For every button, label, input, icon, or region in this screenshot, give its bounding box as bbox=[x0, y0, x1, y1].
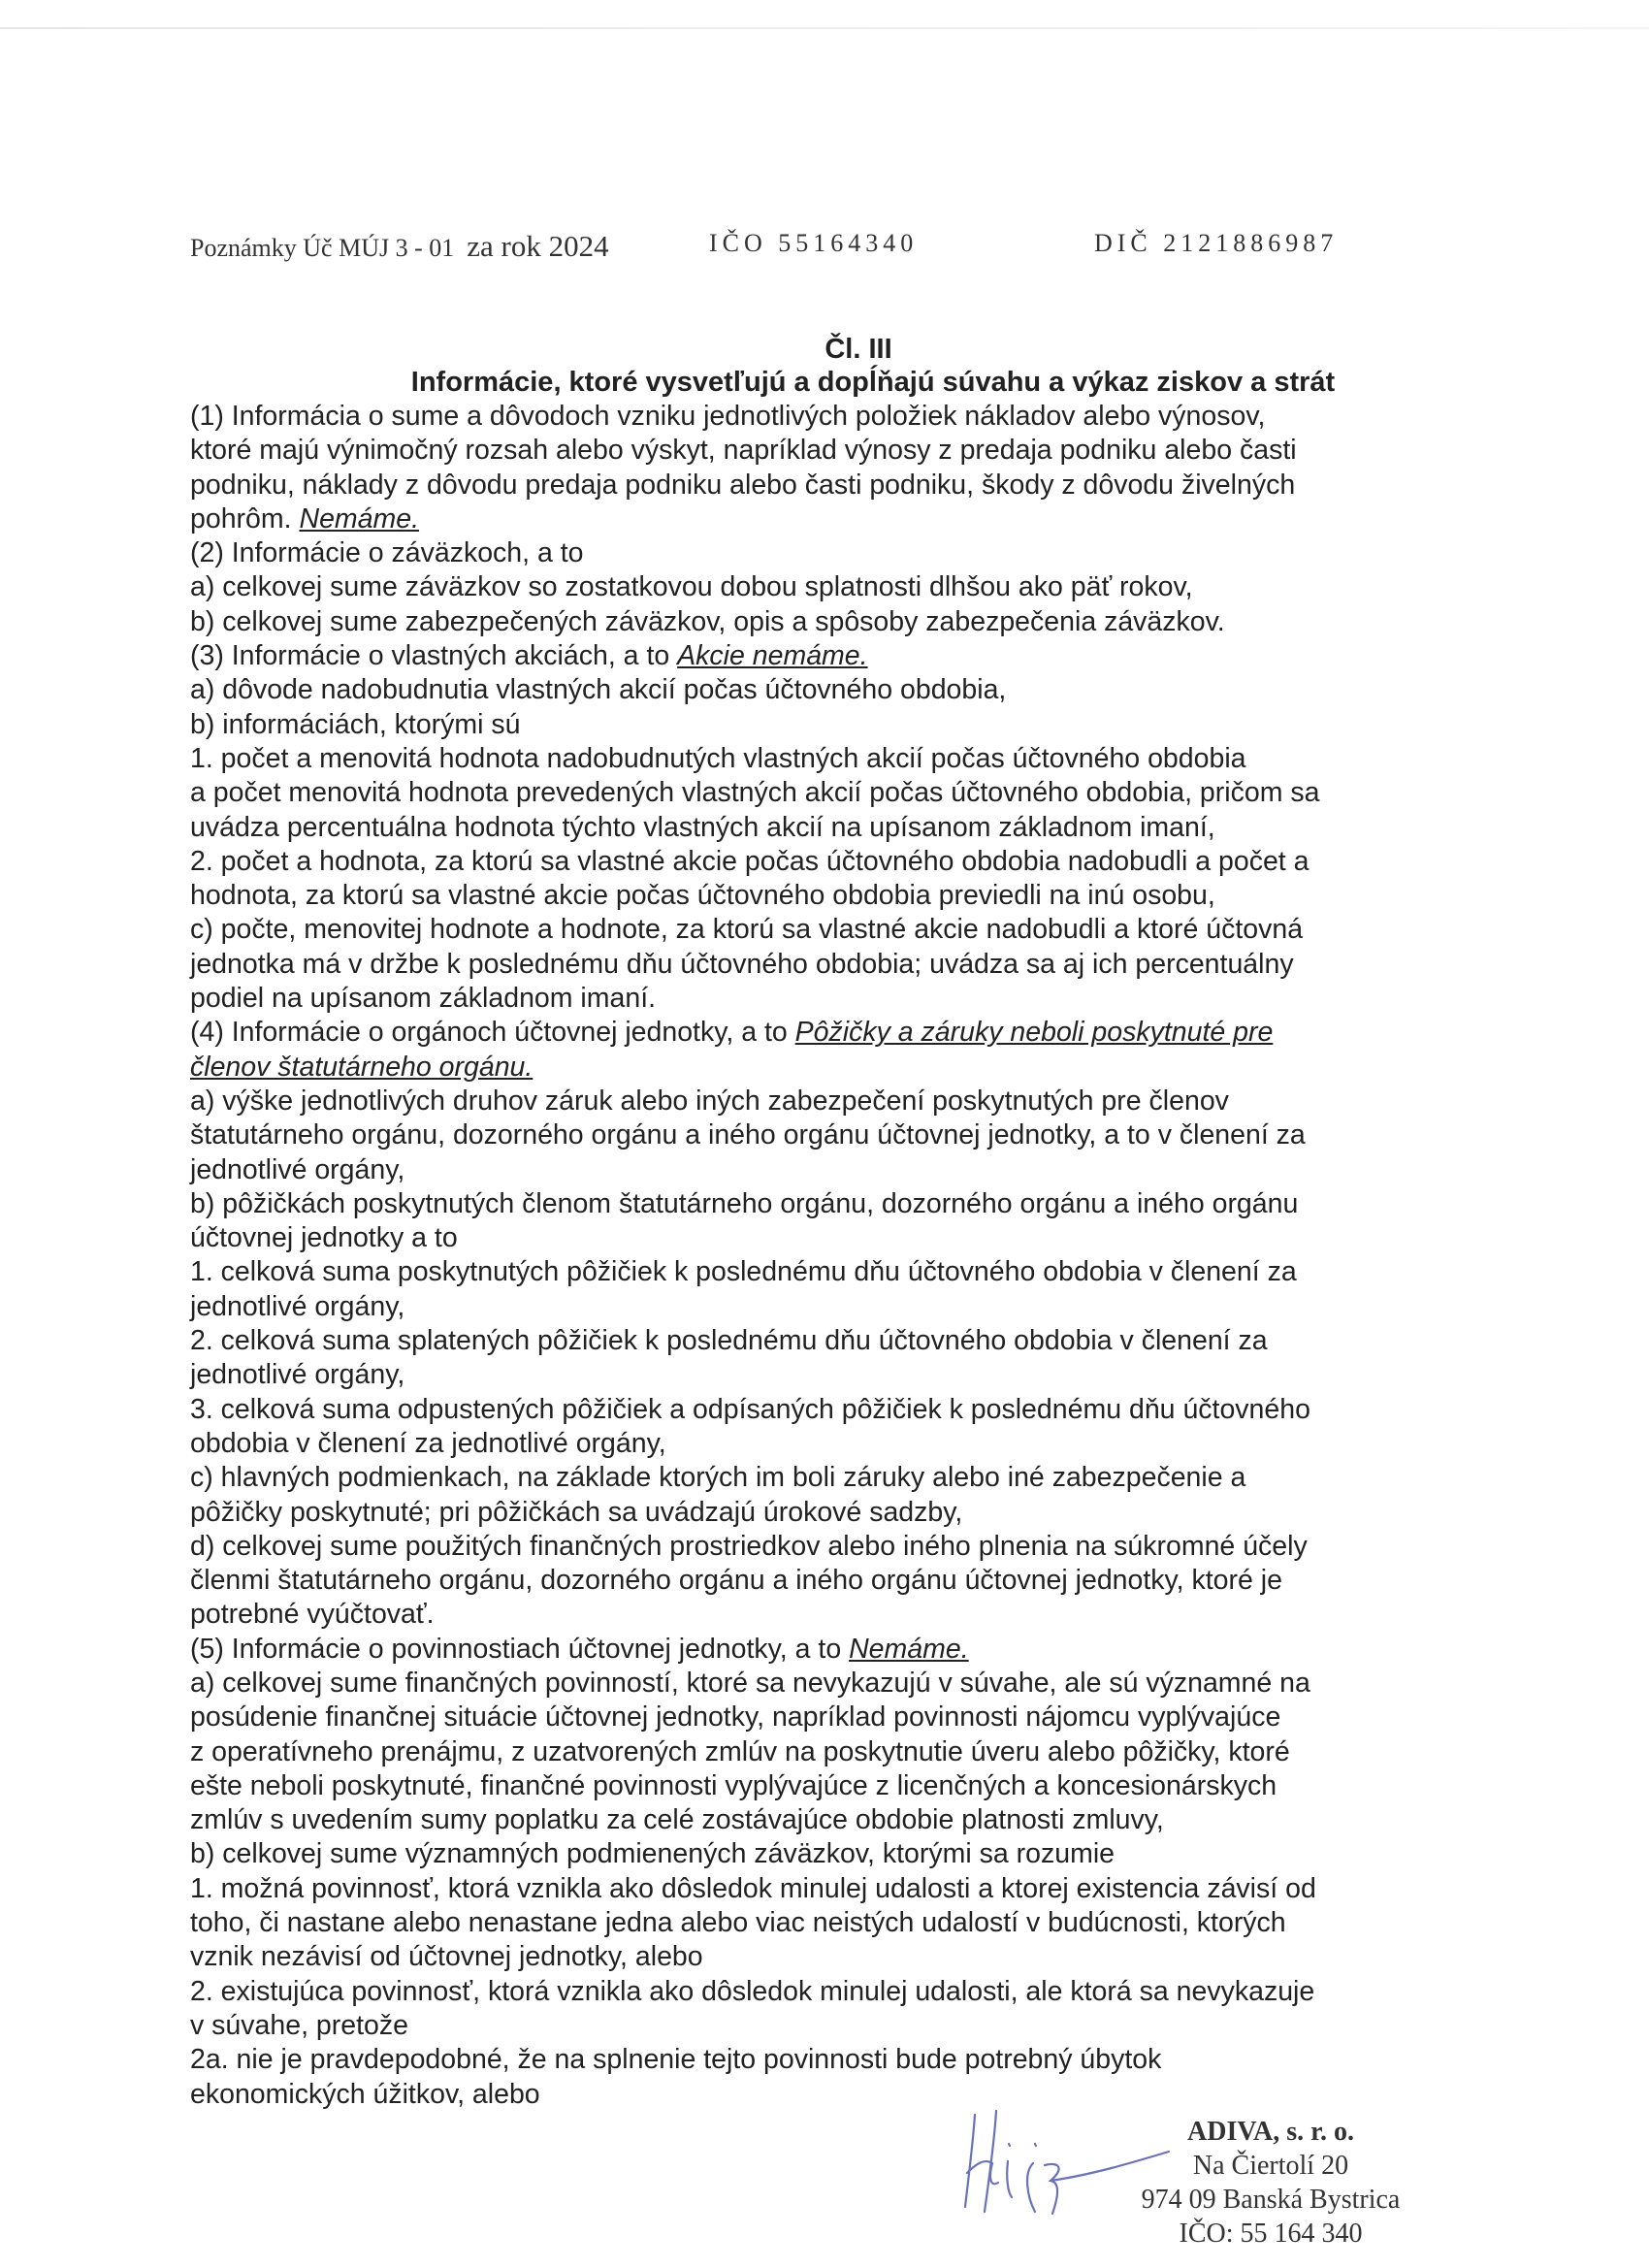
company-city: 974 09 Banská Bystrica bbox=[1141, 2185, 1401, 2215]
line-text: podniku, náklady z dôvodu predaja podniku alebo časti podniku, škody z dôvodu živelných bbox=[190, 469, 1296, 501]
header-note bbox=[190, 229, 609, 264]
line-text: (1) Informácia o sume a dôvodoch vzniku jednotlivých položiek nákladov alebo výnosov, bbox=[190, 401, 1266, 432]
text-line bbox=[190, 948, 1548, 982]
line-text: posúdenie finančnej situácie účtovnej jednotky, napríklad povinnosti nájomcu vyplývajúce bbox=[190, 1701, 1281, 1733]
text-line bbox=[190, 1016, 1548, 1050]
text-line bbox=[190, 1496, 1548, 1530]
text-line bbox=[190, 708, 1548, 742]
line-text: ekonomických úžitkov, alebo bbox=[190, 2078, 540, 2110]
text-line bbox=[190, 1153, 1548, 1187]
line-text: a) dôvode nadobudnutia vlastných akcií počas účtovného obdobia, bbox=[190, 674, 1007, 706]
line-text: a) celkovej sume záväzkov so zostatkovou dobou splatnosti dlhšou ako päť rokov, bbox=[190, 571, 1193, 603]
line-text: 3. celková suma odpustených pôžičiek a odpísaných pôžičiek k poslednému dňu účtovného bbox=[190, 1393, 1310, 1425]
header-dic: DIČ 2121886987 bbox=[1094, 229, 1339, 257]
text-line bbox=[190, 673, 1548, 707]
section-heading: Informácie, ktoré vysvetľujú a dopĺňajú súvahu a výkaz ziskov a strát bbox=[410, 367, 1336, 398]
text-line bbox=[190, 536, 1548, 570]
text-line bbox=[190, 469, 1548, 502]
line-text: jednotka má v držbe k poslednému dňu účtovného obdobia; uvádza sa aj ich percentuálny bbox=[190, 948, 1294, 980]
text-line bbox=[190, 1187, 1548, 1221]
line-text: štatutárneho orgánu, dozorného orgánu a iného orgánu účtovnej jednotky, a to v členení za bbox=[190, 1119, 1306, 1151]
text-line bbox=[190, 879, 1548, 913]
line-text: 2. počet a hodnota, za ktorú sa vlastné akcie počas účtovného obdobia nadobudli a počet a bbox=[190, 845, 1310, 877]
text-line bbox=[190, 1769, 1548, 1803]
line-text: c) počte, menovitej hodnote a hodnote, za ktorú sa vlastné akcie nadobudli a ktoré účtovná bbox=[190, 914, 1304, 946]
scan-edge bbox=[0, 27, 1649, 29]
text-line bbox=[190, 1427, 1548, 1461]
text-line bbox=[190, 845, 1548, 879]
text-line bbox=[190, 1530, 1548, 1564]
line-text: 1. počet a menovitá hodnota nadobudnutých vlastných akcií počas účtovného obdobia bbox=[190, 742, 1246, 774]
text-line bbox=[190, 913, 1548, 947]
line-text: jednotlivé orgány, bbox=[190, 1359, 405, 1391]
text-line bbox=[190, 1393, 1548, 1427]
line-text: b) pôžičkách poskytnutých členom štatutárneho orgánu, dozorného orgánu a iného orgánu bbox=[190, 1187, 1299, 1219]
text-line bbox=[190, 811, 1548, 845]
company-street: Na Čiertolí 20 bbox=[1192, 2151, 1349, 2181]
line-text: obdobia v členení za jednotlivé orgány, bbox=[190, 1427, 666, 1459]
header-year: za rok 2024 bbox=[467, 229, 609, 263]
text-line bbox=[190, 1564, 1548, 1598]
line-text: ktoré majú výnimočný rozsah alebo výskyt, napríklad výnosy z predaja podniku alebo časti bbox=[190, 435, 1297, 467]
text-line bbox=[190, 639, 1548, 673]
text-line bbox=[190, 1221, 1548, 1255]
header-ico: IČO 55164340 bbox=[709, 229, 919, 257]
text-line bbox=[190, 1803, 1548, 1837]
text-line bbox=[190, 400, 1548, 434]
text-line bbox=[190, 1633, 1548, 1667]
text-line bbox=[190, 2078, 1548, 2112]
text-line bbox=[190, 1975, 1548, 2009]
line-text: uvádza percentuálna hodnota týchto vlastných akcií na upísanom základnom imaní, bbox=[190, 811, 1215, 843]
text-line bbox=[190, 1872, 1548, 1906]
text-line bbox=[190, 1085, 1548, 1118]
line-text: hodnota, za ktorú sa vlastné akcie počas účtovného obdobia previedli na inú osobu, bbox=[190, 880, 1215, 912]
line-text: (5) Informácie o povinnostiach účtovnej jednotky, a to bbox=[190, 1633, 850, 1665]
underlined-remark: Nemáme. bbox=[849, 1633, 969, 1665]
text-line bbox=[190, 1051, 1548, 1085]
line-text: 2. existujúca povinnosť, ktorá vznikla ako dôsledok minulej udalosti, ale ktorá sa nevykazuje bbox=[190, 1975, 1315, 2007]
text-line bbox=[190, 1837, 1548, 1871]
line-text: vznik nezávisí od účtovnej jednotky, alebo bbox=[190, 1941, 703, 1973]
line-text: pohrôm. bbox=[190, 502, 300, 535]
line-text: (2) Informácie o záväzkoch, a to bbox=[190, 537, 584, 569]
underlined-remark: Pôžičky a záruky neboli poskytnuté pre bbox=[794, 1017, 1274, 1049]
line-text: c) hlavných podmienkach, na základe ktorých im boli záruky alebo iné zabezpečenie a bbox=[190, 1462, 1246, 1494]
text-line bbox=[190, 2043, 1548, 2077]
line-text: (4) Informácie o orgánoch účtovnej jednotky, a to bbox=[190, 1017, 795, 1049]
line-text: b) celkovej sume zabezpečených záväzkov, opis a spôsoby zabezpečenia záväzkov. bbox=[190, 605, 1225, 637]
text-line bbox=[190, 1358, 1548, 1392]
line-text: (3) Informácie o vlastných akciách, a to bbox=[190, 640, 678, 672]
line-text: a) výške jednotlivých druhov záruk alebo iných zabezpečení poskytnutých pre členov bbox=[190, 1085, 1229, 1117]
text-line bbox=[190, 742, 1548, 776]
line-text: 2. celková suma splatených pôžičiek k poslednému dňu účtovného obdobia v členení za bbox=[190, 1325, 1268, 1357]
line-text: 1. možná povinnosť, ktorá vznikla ako dôsledok minulej udalosti a ktorej existencia závisí od bbox=[190, 1872, 1316, 1904]
text-line bbox=[190, 1940, 1548, 1974]
line-text: ešte neboli poskytnuté, finančné povinnosti vyplývajúce z licenčných a koncesionárskych bbox=[190, 1769, 1277, 1801]
text-line bbox=[190, 1735, 1548, 1769]
text-line bbox=[190, 1324, 1548, 1358]
text-line bbox=[190, 570, 1548, 604]
line-text: jednotlivé orgány, bbox=[190, 1153, 405, 1185]
line-text: b) informáciách, ktorými sú bbox=[190, 708, 521, 740]
text-line bbox=[190, 1906, 1548, 1940]
text-line bbox=[190, 1290, 1548, 1324]
underlined-remark: Nemáme. bbox=[299, 502, 420, 535]
company-name: ADIVA, s. r. o. bbox=[1187, 2117, 1354, 2147]
line-text: b) celkovej sume významných podmienených záväzkov, ktorými sa rozumie bbox=[190, 1838, 1116, 1870]
line-text: v súvahe, pretože bbox=[190, 2009, 408, 2041]
document-body bbox=[190, 400, 1548, 2112]
text-line bbox=[190, 1701, 1548, 1734]
line-text: a počet menovitá hodnota prevedených vlastných akcií počas účtovného obdobia, pričom sa bbox=[190, 777, 1320, 809]
line-text: pôžičky poskytnuté; pri pôžičkách sa uvádzajú úrokové sadzby, bbox=[190, 1496, 963, 1528]
line-text: 1. celková suma poskytnutých pôžičiek k poslednému dňu účtovného obdobia v členení za bbox=[190, 1256, 1297, 1288]
line-text: účtovnej jednotky a to bbox=[190, 1222, 458, 1254]
text-line bbox=[190, 1118, 1548, 1152]
text-line bbox=[190, 1461, 1548, 1495]
text-line bbox=[190, 502, 1548, 536]
line-text: toho, či nastane alebo nenastane jedna alebo viac neistých udalostí v budúcnosti, ktorých bbox=[190, 1907, 1286, 1939]
text-line bbox=[190, 1255, 1548, 1289]
line-text: členmi štatutárneho orgánu, dozorného orgánu a iného orgánu účtovnej jednotky, ktoré je bbox=[190, 1565, 1282, 1597]
line-text: z operatívneho prenájmu, z uzatvorených zmlúv na poskytnutie úveru alebo pôžičky, ktoré bbox=[190, 1735, 1290, 1767]
text-line bbox=[190, 982, 1548, 1016]
line-text: a) celkovej sume finančných povinností, ktoré sa nevykazujú v súvahe, ale sú významné na bbox=[190, 1667, 1310, 1699]
text-line bbox=[190, 776, 1548, 810]
underlined-remark: členov štatutárneho orgánu. bbox=[190, 1051, 534, 1083]
line-text: jednotlivé orgány, bbox=[190, 1290, 405, 1322]
text-line bbox=[190, 1598, 1548, 1632]
text-line bbox=[190, 2009, 1548, 2043]
underlined-remark: Akcie nemáme. bbox=[677, 640, 868, 672]
header-note-text: Poznámky Úč MÚJ 3 - 01 bbox=[190, 234, 455, 262]
text-line bbox=[190, 1667, 1548, 1701]
company-stamp bbox=[1116, 2115, 1426, 2251]
line-text: potrebné vyúčtovať. bbox=[190, 1599, 435, 1631]
text-line bbox=[190, 605, 1548, 639]
company-ico: IČO: 55 164 340 bbox=[1179, 2219, 1363, 2249]
text-line bbox=[190, 434, 1548, 468]
line-text: podiel na upísanom základnom imaní. bbox=[190, 983, 657, 1015]
line-text: d) celkovej sume použitých finančných prostriedkov alebo iného plnenia na súkromné účely bbox=[190, 1530, 1308, 1562]
article-number: Čl. III bbox=[824, 334, 892, 365]
line-text: 2a. nie je pravdepodobné, že na splnenie tejto povinnosti bude potrebný úbytok bbox=[190, 2044, 1162, 2076]
line-text: zmlúv s uvedením sumy poplatku za celé zostávajúce obdobie platnosti zmluvy, bbox=[190, 1804, 1164, 1836]
